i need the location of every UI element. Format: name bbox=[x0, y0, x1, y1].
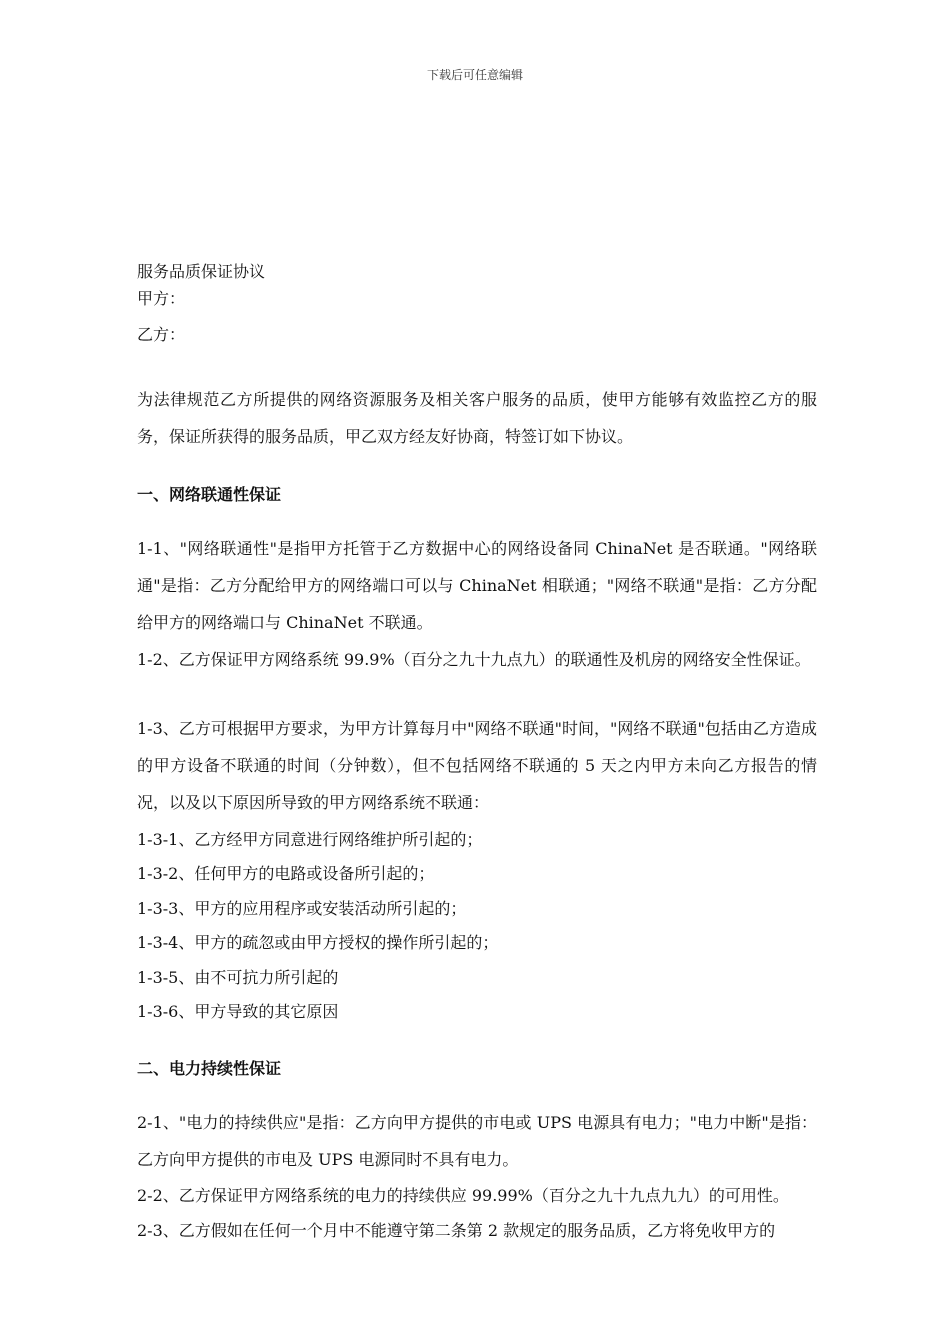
clause-2-1: 2-1、"电力的持续供应"是指：乙方向甲方提供的市电或 UPS 电源具有电力；"电力中断"是指：乙方向甲方提供的市电及 UPS 电源同时不具有电力。 bbox=[137, 1113, 817, 1169]
party-b-label: 乙方： bbox=[137, 325, 186, 344]
page-header: 下载后可任意编辑 bbox=[426, 68, 523, 82]
clause-1-3-6: 1-3-6、甲方导致的其它原因 bbox=[137, 1002, 339, 1021]
clause-1-1: 1-1、"网络联通性"是指甲方托管于乙方数据中心的网络设备同 ChinaNet 是否联通。"网络联通"是指：乙方分配给甲方的网络端口可以与 ChinaNet 相联通；"网络不联通"是指：乙方分配给甲方的网络端口与 ChinaNet 不联通。 bbox=[137, 539, 817, 632]
clause-1-3-1: 1-3-1、乙方经甲方同意进行网络维护所引起的； bbox=[137, 830, 483, 849]
clause-1-3-4: 1-3-4、甲方的疏忽或由甲方授权的操作所引起的； bbox=[137, 933, 499, 952]
clause-1-3: 1-3、乙方可根据甲方要求，为甲方计算每月中"网络不联通"时间，"网络不联通"包括由乙方造成的甲方设备不联通的时间（分钟数），但不包括网络不联通的 5 天之内甲方未向乙方报告的情况，以及以下原因所导致的甲方网络系统不联通： bbox=[137, 719, 817, 812]
clause-2-2: 2-2、乙方保证甲方网络系统的电力的持续供应 99.99%（百分之九十九点九九）的可用性。 bbox=[137, 1186, 789, 1205]
clause-1-3-3: 1-3-3、甲方的应用程序或安装活动所引起的； bbox=[137, 899, 467, 918]
clause-2-3: 2-3、乙方假如在任何一个月中不能遵守第二条第 2 款规定的服务品质，乙方将免收甲方的 bbox=[137, 1221, 776, 1240]
document-title: 服务品质保证协议 bbox=[137, 262, 266, 281]
clause-1-2: 1-2、乙方保证甲方网络系统 99.9%（百分之九十九点九）的联通性及机房的网络安全性保证。 bbox=[137, 650, 811, 669]
clause-1-3-2: 1-3-2、任何甲方的电路或设备所引起的； bbox=[137, 864, 435, 883]
intro-paragraph: 为法律规范乙方所提供的网络资源服务及相关客户服务的品质，使甲方能够有效监控乙方的服务，保证所获得的服务品质，甲乙双方经友好协商，特签订如下协议。 bbox=[137, 390, 817, 446]
section-1-heading: 一、网络联通性保证 bbox=[137, 485, 282, 504]
section-2-heading: 二、电力持续性保证 bbox=[137, 1059, 282, 1078]
party-a-label: 甲方： bbox=[137, 289, 186, 308]
clause-1-3-5: 1-3-5、由不可抗力所引起的 bbox=[137, 968, 339, 987]
